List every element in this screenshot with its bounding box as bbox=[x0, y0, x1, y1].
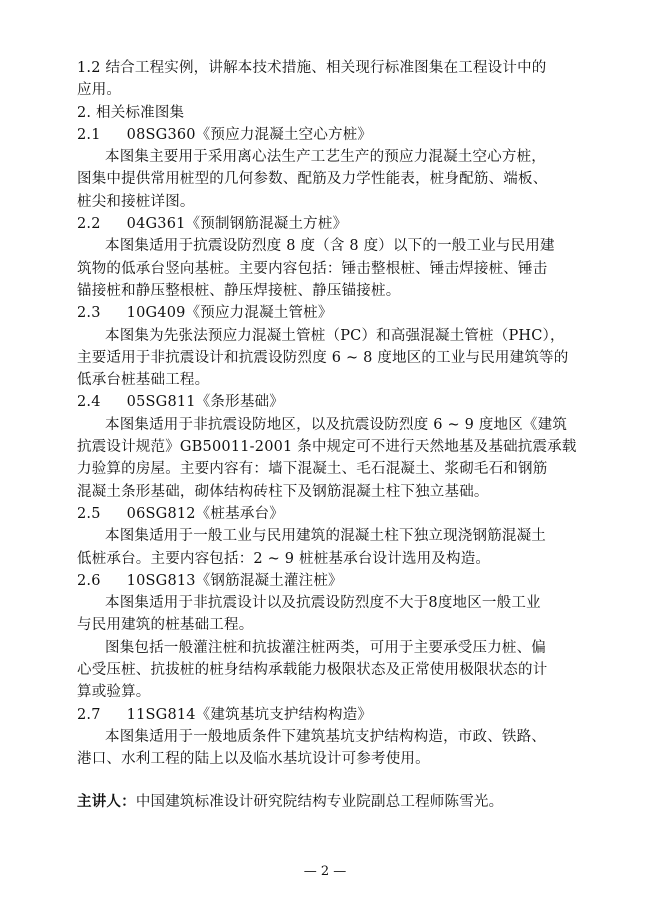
text-line: 与民用建筑的桩基础工程。 bbox=[77, 617, 254, 634]
subsection-heading bbox=[77, 124, 577, 146]
subsection-number: 2.6 bbox=[77, 572, 101, 589]
subsection-title: 05SG811《条形基础》 bbox=[126, 394, 284, 411]
subsection-heading bbox=[77, 213, 577, 235]
text-line: 低承台桩基础工程。 bbox=[77, 372, 210, 389]
text-line: 1.2 结合工程实例，讲解本技术措施、相关现行标准图集在工程设计中的 bbox=[77, 60, 547, 76]
text-line: 力验算的房屋。主要内容有：墙下混凝土、毛石混凝土、浆砌毛石和钢筋 bbox=[77, 461, 548, 478]
subsection-number: 2.3 bbox=[77, 305, 101, 322]
text-line: 本图集适用于抗震设防烈度 8 度（含 8 度）以下的一般工业与民用建 bbox=[105, 238, 555, 255]
text-line: 锚接桩和静压整根桩、静压焊接桩、静压锚接桩。 bbox=[77, 282, 401, 299]
subsection-number: 2.5 bbox=[77, 505, 101, 522]
subsection-number: 2.7 bbox=[77, 706, 101, 723]
text-line: 港口、水利工程的陆上以及临水基坑设计可参考使用。 bbox=[77, 751, 430, 768]
subsection-number: 2.2 bbox=[77, 216, 101, 233]
text-line: 桩尖和接桩详图。 bbox=[77, 193, 195, 210]
text-line: 心受压桩、抗拔桩的桩身结构承载能力极限状态及正常使用极限状态的计 bbox=[77, 662, 548, 679]
text-line: 图集包括一般灌注桩和抗拔灌注桩两类，可用于主要承受压力桩、偏 bbox=[105, 639, 546, 656]
subsection-title: 08SG360《预应力混凝土空心方桩》 bbox=[126, 126, 373, 143]
subsection-heading bbox=[77, 570, 577, 592]
speaker-label: 主讲人： bbox=[77, 792, 136, 810]
section-heading: 2. 相关标准图集 bbox=[77, 104, 185, 121]
text-line: 混凝土条形基础，砌体结构砖柱下及钢筋混凝土柱下独立基础。 bbox=[77, 483, 489, 500]
text-line: 本图集适用于一般地质条件下建筑基坑支护结构构造，市政、铁路、 bbox=[105, 728, 546, 745]
subsection-title: 04G361《预制钢筋混凝土方桩》 bbox=[126, 216, 348, 233]
subsection-title: 11SG814《建筑基坑支护结构构造》 bbox=[126, 706, 373, 723]
text-line: 本图集主要用于采用离心法生产工艺生产的预应力混凝土空心方桩， bbox=[105, 149, 546, 166]
subsection-title: 10G409《预应力混凝土管桩》 bbox=[126, 305, 333, 322]
subsection-heading bbox=[77, 391, 577, 413]
speaker-line bbox=[77, 791, 577, 813]
subsection-heading bbox=[77, 704, 577, 726]
document-body bbox=[77, 57, 577, 813]
subsection-title: 10SG813《钢筋混凝土灌注桩》 bbox=[126, 572, 343, 589]
text-line: 本图集适用于非抗震设计以及抗震设防烈度不大于8度地区一般工业 bbox=[105, 595, 541, 612]
subsection-title: 06SG812《桩基承台》 bbox=[126, 505, 284, 522]
text-line: 应用。 bbox=[77, 82, 122, 99]
text-line: 本图集适用于一般工业与民用建筑的混凝土柱下独立现浇钢筋混凝土 bbox=[105, 528, 546, 545]
text-line: 抗震设计规范》GB50011-2001 条中规定可不进行天然地基及基础抗震承载 bbox=[77, 439, 577, 456]
speaker-text: 中国建筑标准设计研究院结构专业院副总工程师陈雪光。 bbox=[135, 793, 504, 810]
page-number: — 2 — bbox=[303, 864, 347, 879]
text-line: 图集中提供常用桩型的几何参数、配筋及力学性能表，桩身配筋、端板、 bbox=[77, 171, 548, 188]
text-line: 算或验算。 bbox=[77, 684, 151, 701]
text-line: 主要适用于非抗震设计和抗震设防烈度 6 ~ 8 度地区的工业与民用建筑等的 bbox=[77, 349, 569, 366]
text-line: 本图集为先张法预应力混凝土管桩（PC）和高强混凝土管桩（PHC）， bbox=[105, 327, 565, 344]
text-line: 低桩承台。主要内容包括：2 ~ 9 桩桩基承台设计选用及构造。 bbox=[77, 550, 491, 567]
text-line: 筑物的低承台竖向基桩。主要内容包括：锤击整根桩、锤击焊接桩、锤击 bbox=[77, 260, 548, 277]
subsection-number: 2.4 bbox=[77, 394, 101, 411]
subsection-number: 2.1 bbox=[77, 126, 101, 143]
subsection-heading bbox=[77, 503, 577, 525]
text-line: 本图集适用于非抗震设防地区，以及抗震设防烈度 6 ~ 9 度地区《建筑 bbox=[105, 416, 568, 433]
subsection-heading bbox=[77, 302, 577, 324]
